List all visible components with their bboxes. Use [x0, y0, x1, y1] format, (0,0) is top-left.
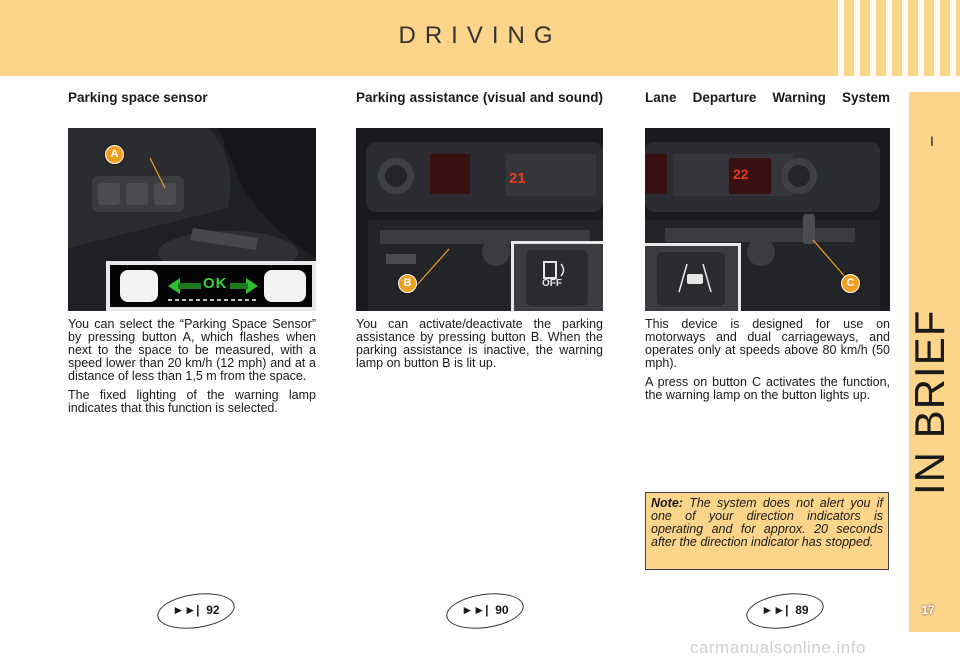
paragraph: The fixed lighting of the warning lamp indicates that this function is selected.: [68, 388, 316, 415]
note-text: The system does not alert you if one of your direction indicators is operating and for approx. 20 seconds after the direction indicator has stopped.: [651, 496, 883, 549]
note-label: Note:: [651, 496, 683, 510]
button-b-badge: B: [398, 274, 417, 293]
parking-space-sensor-title: Parking space sensor: [68, 90, 208, 105]
section-tab-marker: I: [930, 133, 934, 149]
off-button-label: OFF: [542, 278, 562, 289]
fast-forward-icon: ►►|: [761, 603, 789, 617]
climate-display-temp: 22: [733, 166, 749, 182]
lane-departure-title: Lane Departure Warning System: [645, 90, 890, 105]
page-reference-number: 92: [206, 603, 220, 617]
lane-departure-photo: [645, 128, 890, 311]
page-header: [0, 0, 960, 76]
paragraph: You can select the “Parking Space Sensor” by pressing button A, which flashes when next to the space to be measured, with a speed lower than 20 km/h (12 mph) and at a distance of less than 1,5 m from the space.: [68, 317, 316, 383]
page-reference-92[interactable]: [157, 594, 235, 628]
climate-display-temp: 21: [509, 170, 526, 187]
paragraph: This device is designed for use on motorways and dual carriageways, and operates only at speeds above 80 km/h (50 mph).: [645, 317, 890, 370]
page-number: 17: [921, 603, 935, 617]
parking-space-sensor-text: [68, 318, 316, 421]
watermark: carmanualsonline.info: [690, 638, 866, 657]
button-c-badge: C: [841, 274, 860, 293]
page-reference-90[interactable]: [446, 594, 524, 628]
parking-assistance-title: Parking assistance (visual and sound): [356, 90, 603, 105]
paragraph: A press on button C activates the function, the warning lamp on the button lights up.: [645, 375, 890, 402]
page-title: DRIVING: [398, 22, 562, 49]
section-title-vertical: IN BRIEF: [906, 309, 953, 495]
page-reference-number: 89: [795, 603, 809, 617]
parking-space-sensor-photo: [68, 128, 316, 311]
page-reference-89[interactable]: [746, 594, 824, 628]
parking-display-ok-text: OK: [203, 275, 228, 292]
fast-forward-icon: ►►|: [461, 603, 489, 617]
page-reference-number: 90: [495, 603, 509, 617]
fast-forward-icon: ►►|: [172, 603, 200, 617]
button-a-badge: A: [105, 145, 124, 164]
parking-assistance-photo: [356, 128, 603, 311]
note-box: [645, 492, 889, 570]
lane-departure-text: [645, 318, 890, 408]
paragraph: You can activate/deactivate the parking assistance by pressing button B. When the parking assistance is inactive, the warning lamp on button B is lit up.: [356, 317, 603, 370]
parking-assistance-text: [356, 318, 603, 376]
